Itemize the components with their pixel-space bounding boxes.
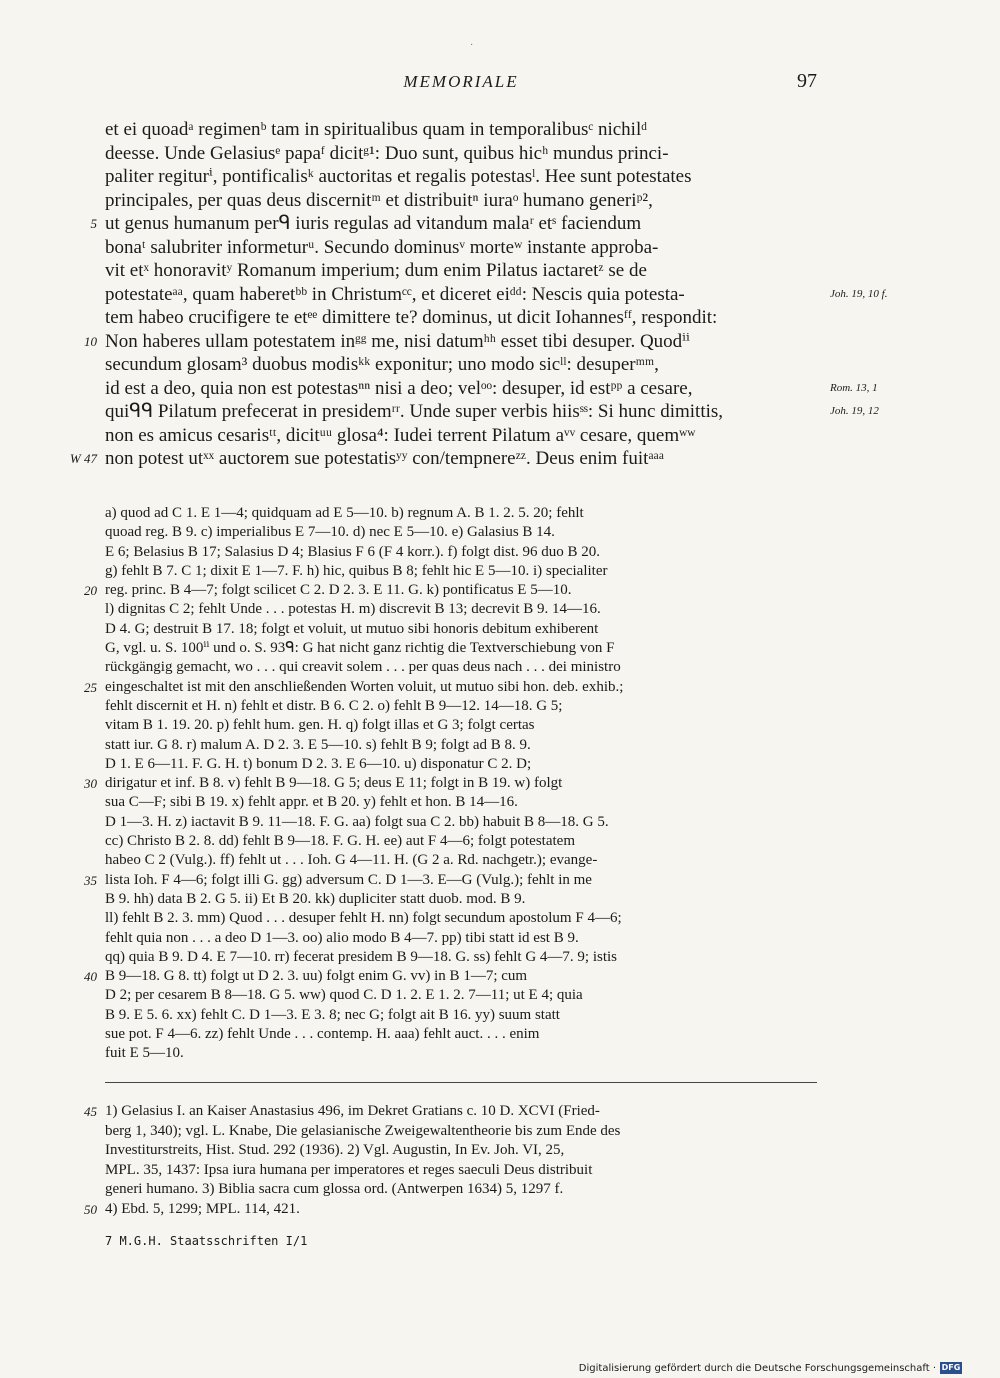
line-text: D 2; per cesarem B 8—18. G 5. ww) quod C. D 1. 2. E 1. 2. 7—11; ut E 4; quia [105, 987, 583, 1004]
apparatus-line [105, 697, 817, 716]
critical-apparatus [84, 504, 817, 1064]
text-line [105, 424, 817, 448]
line-text: lista Ioh. F 4—6; folgt illi G. gg) adversum C. D 1—3. E—G (Vulg.); fehlt in me [105, 871, 592, 888]
apparatus-line [84, 871, 817, 890]
apparatus-line [105, 986, 817, 1005]
line-number: 45 [84, 1104, 97, 1119]
apparatus-line [105, 658, 817, 677]
line-text: fehlt quia non . . . a deo D 1—3. oo) alio modo B 4—7. pp) tibi statt id est B 9. [105, 929, 579, 946]
line-text: sua C—F; sibi B 19. x) fehlt appr. et B 20. y) fehlt et hon. B 14—16. [105, 794, 518, 811]
line-text: bonaᵗ salubriter informeturᵘ. Secundo dominusᵛ morteʷ instante approba- [105, 236, 659, 258]
footnote-line [84, 1200, 817, 1220]
apparatus-line [105, 1025, 817, 1044]
margin-reference: Rom. 13, 1 [830, 381, 878, 394]
line-number: 50 [84, 1201, 97, 1217]
line-text: D 1—3. H. z) iactavit B 9. 11—18. F. G. aa) folgt sua C 2. bb) habuit B 8—18. G 5. [105, 813, 609, 830]
line-text: generi humano. 3) Biblia sacra cum glossa ord. (Antwerpen 1634) 5, 1297 f. [105, 1181, 564, 1197]
text-line [105, 189, 817, 213]
apparatus-line [105, 813, 817, 832]
apparatus-line [105, 793, 817, 812]
line-text: g) fehlt B 7. C 1; dixit E 1—7. F. h) hic, quibus B 8; fehlt hic E 5—10. i) specialiter [105, 562, 608, 579]
digitization-text: Digitalisierung gefördert durch die Deutsche Forschungsgemeinschaft · [578, 1362, 936, 1374]
line-text: fuit E 5—10. [105, 1045, 184, 1062]
line-text: 1) Gelasius I. an Kaiser Anastasius 496, im Dekret Gratians c. 10 D. XCVI (Fried- [105, 1103, 600, 1119]
line-text: quoad reg. B 9. c) imperialibus E 7—10. d) nec E 5—10. e) Galasius B 14. [105, 524, 555, 541]
footnote-line [105, 1141, 817, 1161]
line-text: cc) Christo B 2. 8. dd) fehlt B 9—18. F. G. H. ee) aut F 4—6; folgt potestatem [105, 833, 575, 850]
line-number: W 47 [69, 451, 97, 466]
apparatus-line [105, 1044, 817, 1063]
line-text: qq) quia B 9. D 4. E 7—10. rr) fecerat presidem B 9—18. G. ss) fehlt G 4—7. 9; istis [105, 948, 617, 965]
line-text: Investiturstreits, Hist. Stud. 292 (1936). 2) Vgl. Augustin, In Ev. Joh. VI, 25, [105, 1142, 565, 1158]
line-text: secundum glosam³ duobus modisᵏᵏ exponitur; uno modo sicˡˡ: desuperᵐᵐ, [105, 354, 659, 375]
line-text: rückgängig gemacht, wo . . . qui creavit solem . . . per quas deus nach . . . dei ministro [105, 659, 621, 676]
running-head [105, 72, 817, 96]
line-text: ll) fehlt B 2. 3. mm) Quod . . . desuper fehlt H. nn) folgt secundum apostolum F 4—6; [105, 910, 622, 927]
text-line [105, 283, 888, 307]
signature-note: 7 M.G.H. Staatsschriften I/1 [105, 1234, 308, 1248]
line-text: sue pot. F 4—6. zz) fehlt Unde . . . contemp. H. aaa) fehlt auct. . . . enim [105, 1026, 540, 1043]
apparatus-line [105, 523, 817, 542]
apparatus-line [105, 1006, 817, 1025]
text-line [105, 118, 817, 142]
line-number: 20 [84, 583, 97, 599]
text-line [105, 306, 817, 330]
line-text: ut genus humanum perᑫ iuris regulas ad vitandum malaʳ etˢ faciendum [105, 213, 642, 234]
line-text: D 4. G; destruit B 17. 18; folgt et voluit, ut mutuo sibi honoris debitum exhiberent [105, 620, 599, 637]
text-line [105, 142, 817, 166]
apparatus-line [84, 678, 817, 697]
line-text: vit etˣ honoravitʸ Romanum imperium; dum enim Pilatus iactaretᶻ se de [105, 260, 647, 281]
apparatus-line [84, 581, 817, 600]
line-text: id est a deo, quia non est potestasⁿⁿ nisi a deo; velᵒᵒ: desuper, id estᵖᵖ a cesare, [105, 377, 693, 399]
text-line [105, 400, 879, 424]
footnote-line [84, 1102, 817, 1122]
apparatus-line [105, 716, 817, 735]
apparatus-line [105, 562, 817, 581]
line-text: E 6; Belasius B 17; Salasius D 4; Blasius F 6 (F 4 korr.). f) folgt dist. 96 duo B 20. [105, 543, 601, 560]
apparatus-line [105, 755, 817, 774]
dfg-logo: DFG [941, 1363, 961, 1372]
main-text [69, 118, 888, 471]
text-line [69, 447, 817, 471]
line-text: B 9. hh) data B 2. G 5. ii) Et B 20. kk) dupliciter statt duob. mod. B 9. [105, 890, 526, 907]
line-text: reg. princ. B 4—7; folgt scilicet C 2. D 2. 3. E 11. G. k) pontificatus E 5—10. [105, 582, 572, 599]
line-number: 40 [84, 969, 97, 985]
line-text: principales, per quas deus discernitᵐ et distribuitⁿ iuraᵒ humano generiᵖ², [105, 189, 653, 211]
footnote-line [105, 1122, 817, 1142]
text-line [84, 330, 817, 354]
apparatus-line [84, 967, 817, 986]
line-text: a) quod ad C 1. E 1—4; quidquam ad E 5—10. b) regnum A. B 1. 2. 5. 20; fehlt [105, 505, 584, 521]
apparatus-line [105, 890, 817, 909]
line-text: paliter regiturⁱ, pontificalisᵏ auctoritas et regalis potestasˡ. Hee sunt potestates [105, 166, 692, 187]
line-text: fehlt discernit et H. n) fehlt et distr. B 6. C 2. o) fehlt B 9—12. 14—18. G 5; [105, 697, 563, 714]
line-number: 5 [90, 216, 97, 231]
line-text: MPL. 35, 1437: Ipsa iura humana per imperatores et reges saeculi Deus distribuit [105, 1161, 593, 1178]
footnote-divider [105, 1082, 817, 1083]
scan-mark: · [470, 40, 474, 51]
apparatus-line [105, 929, 817, 948]
text-line [105, 377, 878, 401]
line-text: potestateᵃᵃ, quam haberetᵇᵇ in Christumᶜᶜ, et diceret eiᵈᵈ: Nescis quia potesta- [105, 283, 685, 305]
digitization-credit [579, 1362, 962, 1374]
text-line [90, 212, 817, 236]
apparatus-line [105, 948, 817, 967]
text-line [105, 353, 817, 377]
line-text: quiᑫᑫ Pilatum prefecerat in presidemʳʳ. Unde super verbis hiisˢˢ: Si hunc dimittis, [105, 401, 724, 422]
apparatus-line [105, 504, 817, 523]
line-number: 25 [84, 679, 97, 695]
line-text: dirigatur et inf. B 8. v) fehlt B 9—18. G 5; deus E 11; folgt in B 19. w) folgt [105, 775, 563, 792]
page-number: 97 [797, 70, 817, 92]
text-line [105, 165, 817, 189]
line-text: deesse. Unde Gelasiusᵉ papaᶠ dicitᵍ¹: Duo sunt, quibus hicʰ mundus princi- [105, 142, 669, 164]
line-text: vitam B 1. 19. 20. p) fehlt hum. gen. H. q) folgt illas et G 3; folgt certas [105, 717, 535, 734]
footnote-line [105, 1161, 817, 1181]
apparatus-line [105, 543, 817, 562]
running-title: MEMORIALE [403, 72, 519, 91]
apparatus-line [105, 736, 817, 755]
line-text: non potest utˣˣ auctorem sue potestatisʸʸ con/tempnereᶻᶻ. Deus enim fuitᵃᵃᵃ [105, 448, 665, 469]
line-number: 10 [84, 333, 97, 349]
apparatus-line [105, 909, 817, 928]
line-text: B 9—18. G 8. tt) folgt ut D 2. 3. uu) folgt enim G. vv) in B 1—7; cum [105, 968, 528, 985]
line-text: et ei quoadᵃ regimenᵇ tam in spiritualibus quam in temporalibusᶜ nichilᵈ [105, 119, 648, 140]
line-text: habeo C 2 (Vulg.). ff) fehlt ut . . . Ioh. G 4—11. H. (G 2 a. Rd. nachgetr.); evange- [105, 852, 598, 869]
line-text: G, vgl. u. S. 100ⁱⁱ und o. S. 93ᑫ: G hat nicht ganz richtig die Textverschiebung von F [105, 640, 615, 657]
margin-reference: Joh. 19, 12 [830, 405, 879, 417]
line-number: 30 [84, 776, 97, 792]
margin-reference: Joh. 19, 10 f. [830, 287, 888, 300]
footnotes [84, 1102, 817, 1219]
apparatus-line [105, 832, 817, 851]
line-text: statt iur. G 8. r) malum A. D 2. 3. E 5—10. s) fehlt B 9; folgt ad B 8. 9. [105, 736, 531, 753]
line-text: eingeschaltet ist mit den anschließenden Worten voluit, ut mutuo sibi hon. deb. exhib.; [105, 678, 624, 695]
line-text: berg 1, 340); vgl. L. Knabe, Die gelasianische Zweigewaltentheorie bis zum Ende des [105, 1122, 621, 1139]
line-number: 35 [84, 872, 97, 888]
apparatus-line [105, 620, 817, 639]
line-text: D 1. E 6—11. F. G. H. t) bonum D 2. 3. E 6—10. u) disponatur C 2. D; [105, 755, 532, 772]
apparatus-line [105, 639, 817, 658]
text-line [105, 259, 817, 283]
line-text: Non haberes ullam potestatem inᵍᵍ me, nisi datumʰʰ esset tibi desuper. Quodⁱⁱ [105, 330, 690, 352]
line-text: l) dignitas C 2; fehlt Unde . . . potestas H. m) discrevit B 13; decrevit B 9. 14—16. [105, 601, 601, 618]
line-text: B 9. E 5. 6. xx) fehlt C. D 1—3. E 3. 8; nec G; folgt ait B 16. yy) suum statt [105, 1006, 560, 1023]
apparatus-line [105, 851, 817, 870]
text-line [105, 236, 817, 260]
line-text: tem habeo crucifigere te etᵉᵉ dimittere te? dominus, ut dicit Iohannesᶠᶠ, respondit: [105, 307, 718, 328]
footnote-line [105, 1180, 817, 1200]
apparatus-line [105, 600, 817, 619]
line-text: 4) Ebd. 5, 1299; MPL. 114, 421. [105, 1200, 300, 1217]
apparatus-line [84, 774, 817, 793]
line-text: non es amicus cesarisᵗᵗ, dicitᵘᵘ glosa⁴: Iudei terrent Pilatum aᵛᵛ cesare, quemʷʷ [105, 424, 696, 446]
